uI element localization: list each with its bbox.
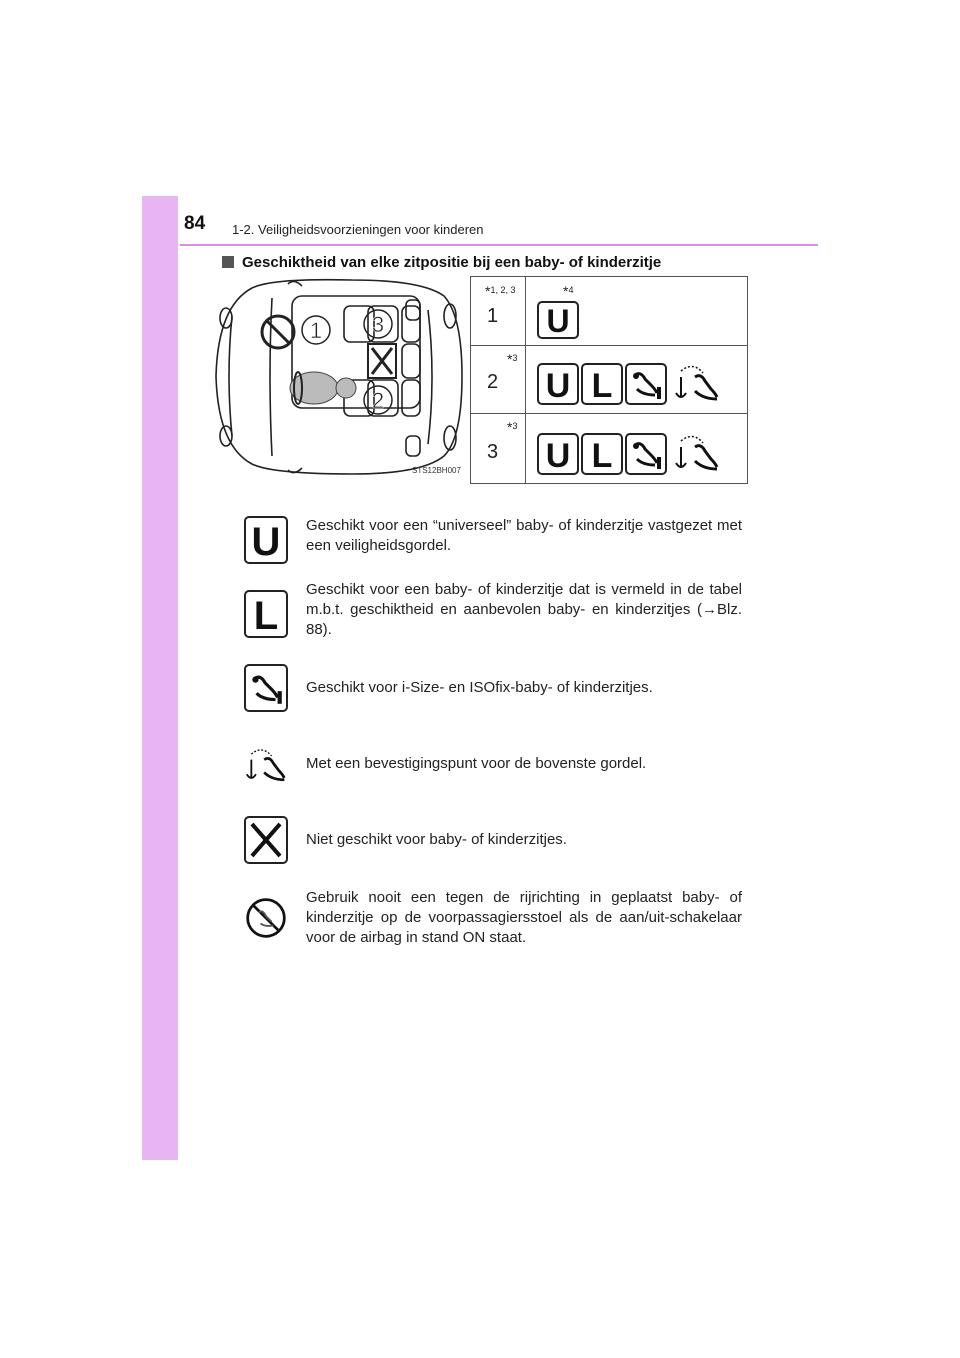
table-row: *3 2 U L [471,345,747,414]
legend-text: Niet geschikt voor baby- of kinderzitjes. [306,831,567,848]
section-title [222,254,661,271]
universal-u-icon: U [537,433,579,475]
seat-label-3: 3 [371,312,385,337]
no-rear-facing-icon [244,894,288,942]
top-tether-icon [244,742,288,790]
car-seat-diagram [212,276,474,478]
chapter-sidebar [142,196,178,1160]
page-number: 84 [184,213,206,234]
seat-number: 2 [487,371,499,393]
seat-number: 3 [487,441,499,463]
legend-text: Geschikt voor een baby- of kinderzitje dat is vermeld in de tabel m.b.t. geschiktheid en aanbevolen baby- en kinderzitjes (→Blz. 88). [306,581,742,638]
universal-u-icon: U [244,516,288,564]
isofix-icon [244,664,288,712]
table-row: *1, 2, 3 1 *4 U [471,277,747,346]
list-l-icon: L [581,363,623,405]
diagram-code: STS12BH007 [412,466,461,475]
seat-label-1: 1 [309,318,323,343]
seat-label-2: 2 [371,388,385,413]
section-title-text: Geschiktheid van elke zitpositie bij een baby- of kinderzitje [242,254,662,271]
isofix-icon [625,363,667,405]
legend-text: Geschikt voor i-Size- en ISOfix-baby- of kinderzitjes. [306,679,653,696]
table-row: *3 3 U L [471,413,747,483]
list-l-icon: L [581,433,623,475]
header-divider [180,244,818,246]
universal-u-icon: U [537,301,579,339]
universal-u-icon: U [537,363,579,405]
legend-text: Gebruik nooit een tegen de rijrichting in geplaatst baby- of kinderzitje op de voorpassagiersstoel als de aan/uit-schakelaar voor de airbag in stand ON staat. [306,889,742,946]
square-bullet-icon [222,256,234,268]
seat-suitability-table [470,276,748,484]
isofix-icon [625,433,667,475]
top-tether-icon [673,433,721,475]
not-suitable-icon [244,816,288,864]
legend-text: Geschikt voor een “universeel” baby- of kinderzitje vastgezet met een veiligheidsgordel. [306,517,742,554]
legend-text: Met een bevestigingspunt voor de bovenste gordel. [306,755,647,772]
list-l-icon: L [244,590,288,638]
breadcrumb: 1-2. Veiligheidsvoorzieningen voor kinderen [232,222,484,237]
seat-number: 1 [487,305,499,327]
top-tether-icon [673,363,721,405]
